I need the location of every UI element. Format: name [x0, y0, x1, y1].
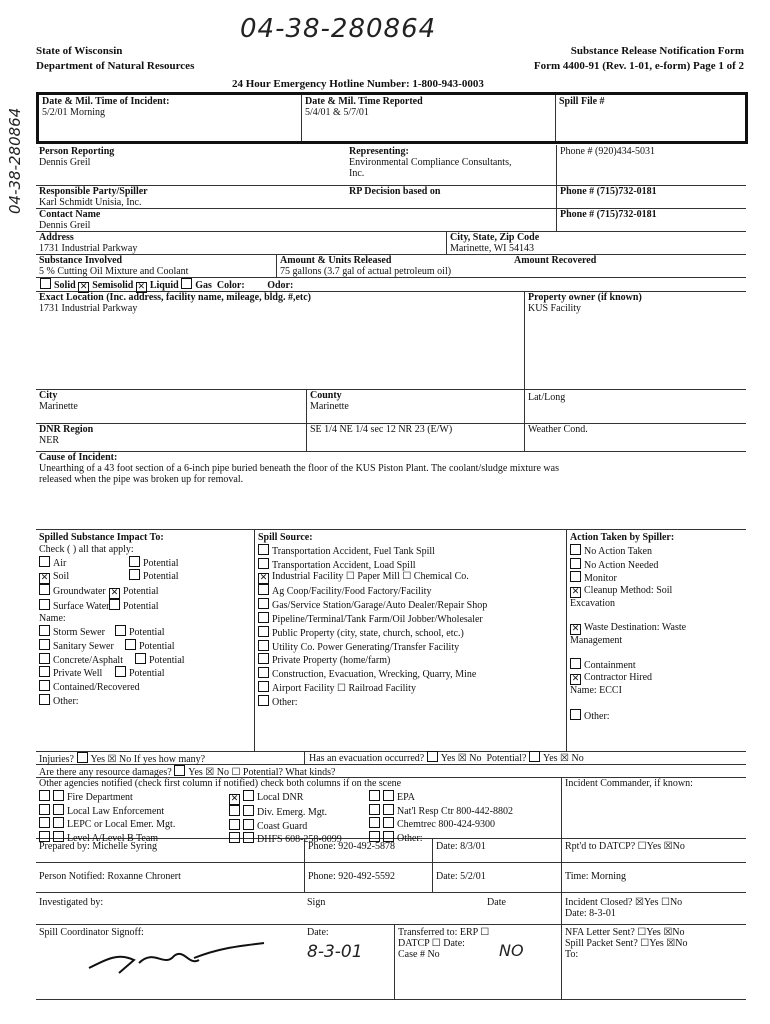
packet-to: To:	[565, 949, 579, 960]
responsible-party-row	[36, 185, 746, 209]
impact-check-label: Check ( ) all that apply:	[39, 543, 134, 555]
state-gas[interactable]: Gas	[181, 280, 212, 291]
cause-text-2: released when the pipe was broken up for removal.	[39, 474, 244, 485]
coordinator-signature	[79, 938, 279, 978]
source-airport[interactable]: Airport Facility ☐ Railroad Facility	[258, 681, 563, 695]
dnr-region-label: DNR Region	[39, 424, 94, 435]
source-ag-coop[interactable]: Ag Coop/Facility/Food Factory/Facility	[258, 584, 563, 598]
notified-phone: Phone: 920-492-5592	[308, 871, 395, 882]
address-value: 1731 Industrial Parkway	[39, 243, 138, 254]
potential-options[interactable]: Yes ☒ No	[542, 753, 584, 764]
color-label: Color:	[216, 280, 245, 291]
action-no-action[interactable]: No Action Taken	[570, 544, 743, 558]
property-owner-value: KUS Facility	[528, 303, 582, 314]
action-cleanup[interactable]: ✕ Cleanup Method: Soil	[571, 585, 673, 598]
action-monitor[interactable]: Monitor	[570, 571, 743, 585]
source-industrial[interactable]: ✕ Industrial Facility ☐ Paper Mill ☐ Chemical Co.	[259, 571, 469, 584]
phone-reporting: Phone # (920)434-5031	[560, 146, 655, 157]
action-waste[interactable]: ✕ Waste Destination: Waste	[571, 621, 687, 634]
source-utility[interactable]: Utility Co. Power Generating/Transfer Facility	[258, 640, 563, 654]
latlong-label: Lat/Long	[528, 392, 566, 403]
impact-concrete[interactable]: Concrete/Asphalt Potential	[39, 653, 251, 667]
source-private-property[interactable]: Private Property (home/farm)	[258, 653, 563, 667]
amount-recovered-label: Amount Recovered	[514, 255, 597, 266]
amount-value: 75 gallons (3.7 gal of actual petroleum oil)	[280, 266, 452, 277]
source-construction[interactable]: Construction, Evacuation, Wrecking, Quarry, Mine	[258, 667, 563, 681]
nfa-letter[interactable]: NFA Letter Sent? ☐Yes ☒No	[565, 927, 685, 938]
phone-responsible: Phone # (715)732-0181	[560, 186, 657, 197]
agency-nrc[interactable]: Nat'l Resp Ctr 800-442-8802	[369, 804, 559, 818]
contact-row	[36, 208, 746, 232]
form-title: Substance Release Notification Form	[570, 45, 744, 57]
cause-label: Cause of Incident:	[39, 452, 118, 463]
odor-label: Odor:	[267, 280, 294, 291]
state-name: State of Wisconsin	[36, 45, 123, 57]
agency-coast-guard[interactable]: Coast Guard	[229, 819, 369, 833]
action-contractor[interactable]: ✕ Contractor Hired	[571, 672, 653, 685]
date-reported-label: Date & Mil. Time Reported	[305, 96, 423, 107]
dnr-region-row	[36, 423, 746, 452]
incident-closed[interactable]: Incident Closed? ☒Yes ☐No	[565, 897, 683, 908]
state-liquid[interactable]: ✕ Liquid	[137, 280, 179, 292]
person-reporting-label: Person Reporting	[39, 146, 115, 157]
exact-location-label: Exact Location (Inc. address, facility name, mileage, bldg. #,etc)	[39, 292, 312, 303]
city-state-zip-value: Marinette, WI 54143	[450, 243, 534, 254]
cause-text-1: Unearthing of a 43 foot section of a 6-inch pipe buried beneath the floor of the KUS Piston Plant. The coolant/sludge mixture was	[39, 463, 559, 474]
responsible-value: Karl Schmidt Unisia, Inc.	[39, 197, 142, 208]
weather-label: Weather Cond.	[528, 424, 588, 435]
damages-options[interactable]: Yes ☒ No ☐ Potential? What kinds?	[188, 767, 336, 778]
evacuation-label: Has an evacuation occurred?	[309, 753, 425, 764]
injuries-options[interactable]: Yes ☒ No If yes how many?	[90, 754, 206, 765]
city-county-row	[36, 389, 746, 424]
agency-other[interactable]: Other:	[369, 831, 559, 845]
impact-source-action-row	[36, 529, 746, 752]
damages-label: Are there any resource damages?	[39, 767, 172, 778]
incident-commander-label: Incident Commander, if known:	[565, 778, 693, 789]
substance-value: 5 % Cutting Oil Mixture and Coolant	[39, 266, 189, 277]
injuries-row	[36, 751, 746, 765]
agency-chemtrec[interactable]: Chemtrec 800-424-9300	[369, 817, 559, 831]
city-state-zip-label: City, State, Zip Code	[450, 232, 540, 243]
impact-surface-water[interactable]: Surface Water Potential	[39, 599, 251, 613]
substance-state-row	[36, 277, 746, 292]
action-containment[interactable]: Containment	[570, 658, 743, 672]
representing-label: Representing:	[349, 146, 409, 157]
impact-air[interactable]: Air Potential	[39, 556, 251, 570]
contact-value: Dennis Greil	[39, 220, 91, 231]
exact-location-value: 1731 Industrial Parkway	[39, 303, 138, 314]
coordinator-date-label: Date:	[307, 927, 329, 938]
datcp-reported[interactable]: Rpt'd to DATCP? ☐Yes ☒No	[565, 841, 685, 852]
impact-sanitary-sewer[interactable]: Sanitary Sewer Potential	[39, 639, 251, 653]
potential-label: Potential?	[486, 753, 527, 764]
substance-row	[36, 254, 746, 278]
injuries-label: Injuries?	[39, 754, 74, 765]
coordinator-label: Spill Coordinator Signoff:	[39, 927, 144, 938]
date-incident-label: Date & Mil. Time of Incident:	[42, 96, 170, 107]
responsible-label: Responsible Party/Spiller	[39, 186, 148, 197]
impact-contained[interactable]: Contained/Recovered	[39, 680, 251, 694]
hotline: 24 Hour Emergency Hotline Number: 1-800-943-0003	[232, 78, 484, 90]
impact-private-well[interactable]: Private Well Potential	[39, 666, 251, 680]
case-number: Case # No	[398, 949, 440, 960]
agency-fire[interactable]: Fire Department	[39, 790, 219, 804]
evacuation-options[interactable]: Yes ☒ No	[440, 753, 482, 764]
closed-date: Date: 8-3-01	[565, 908, 616, 919]
agency-dhfs[interactable]: DHFS 608-258-0099	[229, 832, 369, 846]
impact-groundwater[interactable]: Groundwater ✕ Potential	[39, 584, 251, 599]
prepared-phone: Phone: 920-492-5878	[308, 841, 395, 852]
source-other[interactable]: Other:	[258, 695, 563, 709]
coordinator-date-hw: 8-3-01	[307, 942, 363, 962]
property-owner-label: Property owner (if known)	[528, 292, 642, 303]
investigated-row	[36, 892, 746, 925]
state-solid[interactable]: Solid	[40, 280, 76, 291]
agency-law[interactable]: Local Law Enforcement	[39, 804, 219, 818]
exact-location-row	[36, 291, 746, 390]
action-other[interactable]: Other:	[570, 709, 743, 723]
state-semisolid[interactable]: ✕ Semisolid	[79, 280, 134, 292]
date-label: Date	[487, 897, 506, 908]
county-label: County	[310, 390, 342, 401]
transferred-to[interactable]: Transferred to: ERP ☐	[398, 927, 490, 938]
impact-storm-sewer[interactable]: Storm Sewer Potential	[39, 625, 251, 639]
sign-label: Sign	[307, 897, 326, 908]
action-management: Management	[570, 634, 623, 646]
prepared-by: Prepared by: Michelle Syring	[39, 841, 158, 852]
datcp-transfer[interactable]: DATCP ☐ Date:	[398, 938, 465, 949]
agencies-header: Other agencies notified (check first column if notified) check both columns if on the scene	[39, 778, 402, 789]
contact-label: Contact Name	[39, 209, 101, 220]
impact-soil[interactable]: ✕ Soil Potential	[40, 571, 179, 584]
agency-local-dnr[interactable]: ✕ Local DNR	[230, 791, 304, 804]
agency-epa[interactable]: EPA	[369, 790, 559, 804]
no-hw: NO	[499, 941, 524, 960]
notified-row	[36, 862, 746, 893]
source-pipeline[interactable]: Pipeline/Terminal/Tank Farm/Oil Jobber/Wholesaler	[258, 612, 563, 626]
rp-decision-label: RP Decision based on	[349, 186, 441, 197]
action-title: Action Taken by Spiller:	[570, 532, 675, 543]
city-value: Marinette	[39, 401, 78, 412]
person-notified: Person Notified: Roxanne Chronert	[39, 871, 181, 882]
prepared-row	[36, 838, 746, 863]
county-value: Marinette	[310, 401, 349, 412]
impact-title: Spilled Substance Impact To:	[39, 532, 164, 543]
address-row	[36, 231, 746, 255]
cause-row	[36, 451, 746, 530]
representing-value: Environmental Compliance Consultants, Inc.	[349, 157, 512, 179]
person-reporting-row	[36, 145, 746, 186]
date-reported-value: 5/4/01 & 5/7/01	[305, 107, 369, 118]
impact-name-label: Name:	[39, 613, 66, 625]
investigated-by: Investigated by:	[39, 897, 104, 908]
amount-label: Amount & Units Released	[280, 255, 392, 266]
impact-other[interactable]: Other:	[39, 694, 251, 708]
source-load-spill[interactable]: Transportation Accident, Load Spill	[258, 558, 563, 572]
prepared-date: Date: 8/3/01	[436, 841, 486, 852]
agencies-row	[36, 777, 746, 846]
spill-packet[interactable]: Spill Packet Sent? ☐Yes ☒No	[565, 938, 688, 949]
phone-contact: Phone # (715)732-0181	[560, 209, 657, 220]
source-fuel-tank[interactable]: Transportation Accident, Fuel Tank Spill	[258, 544, 563, 558]
agency-div-emerg[interactable]: Div. Emerg. Mgt.	[229, 805, 369, 819]
spill-file-label: Spill File #	[559, 96, 605, 107]
agency-lepc[interactable]: LEPC or Local Emer. Mgt.	[39, 817, 219, 831]
action-no-needed[interactable]: No Action Needed	[570, 558, 743, 572]
department-name: Department of Natural Resources	[36, 60, 195, 72]
person-reporting-value: Dennis Greil	[39, 157, 91, 168]
action-contractor-name: Name: ECCI	[570, 685, 622, 697]
action-excavation: Excavation	[570, 598, 615, 610]
incident-dates-row	[36, 92, 748, 144]
substance-label: Substance Involved	[39, 255, 123, 266]
dnr-region-value: NER	[39, 435, 59, 446]
form-number: Form 4400-91 (Rev. 1-01, e-form) Page 1 of 2	[533, 60, 744, 72]
notified-time: Time: Morning	[565, 871, 627, 882]
coordinator-row	[36, 924, 746, 999]
notified-date: Date: 5/2/01	[436, 871, 486, 882]
table-bottom-rule	[36, 999, 746, 1000]
handwritten-file-number: 04-38-280864	[240, 14, 437, 44]
city-label: City	[39, 390, 58, 401]
source-title: Spill Source:	[258, 532, 313, 543]
date-incident-value: 5/2/01 Morning	[42, 107, 106, 118]
legal-description: SE 1/4 NE 1/4 sec 12 NR 23 (E/W)	[310, 424, 453, 435]
agency-level[interactable]: Level A/Level B Team	[39, 831, 219, 845]
damages-row	[36, 764, 746, 778]
handwritten-side-number: 04-38-280864	[6, 107, 24, 214]
source-gas-station[interactable]: Gas/Service Station/Garage/Auto Dealer/Repair Shop	[258, 598, 563, 612]
source-public-property[interactable]: Public Property (city, state, church, school, etc.)	[258, 626, 563, 640]
address-label: Address	[39, 232, 74, 243]
